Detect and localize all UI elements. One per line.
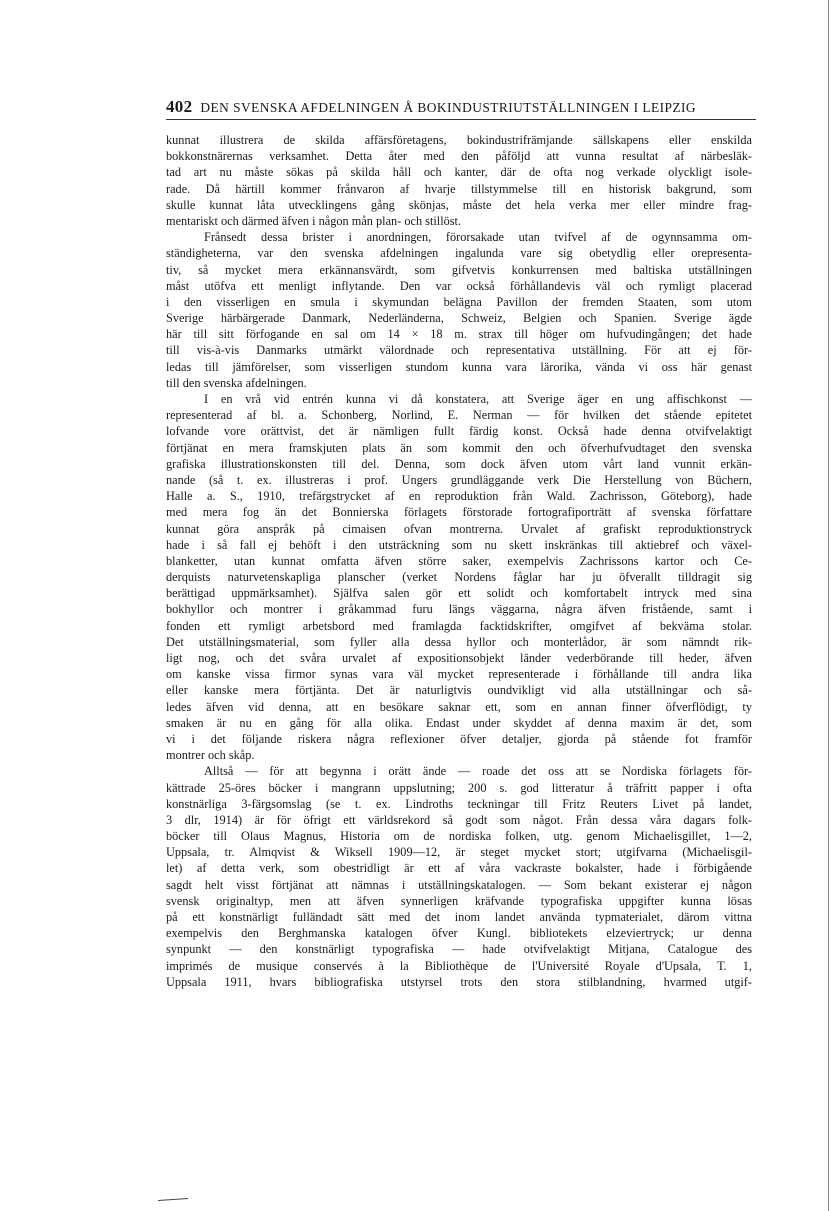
text-line: bokkonstnärernas verksamhet. Detta åter med den påföljd att vunna resultat af närbesläk- [166, 149, 752, 164]
text-line: lofvande vore orättvist, det är nämligen fullt färdig konst. Också hade denna otvifvelaktigt [166, 424, 752, 439]
text-line: ledes äfven vid denna, att en besökare saknar ett, som en annan finner öfverflödigt, ty [166, 699, 752, 714]
text-line: exempelvis den Berghmanska katalogen öfver Kungl. bibliotekets elzeviertryck; ur denna [166, 926, 752, 941]
page-number: 402 [166, 97, 193, 116]
text-line: I en vrå vid entrén kunna vi då konstatera, att Sverige äger en ung affischkonst — [204, 392, 752, 406]
text-line: kunnat illustrera de skilda affärsföretagens, bokindustrifrämjande sällskapens eller enskilda [166, 133, 752, 147]
text-line: bokhyllor och montrer i gråkammad furu längs väggarna, några äfven fristående, samt i [166, 602, 752, 617]
text-line: här till sitt förfogande en sal om 14 × 18 m. strax till höger om hufvudingången; det hade [166, 327, 752, 342]
text-line: mentariskt och därmed äfven i någon mån plan- och stillöst. [166, 213, 462, 228]
text-line: Uppsala, tr. Almqvist & Wiksell 1909—12, är steget mycket stort; utgifvarna (Michaelisgil- [166, 845, 752, 860]
text-line: kättrade 25-öres böcker i mangrann uppslutning; 200 s. god litteratur å träfritt papper i ofta [166, 780, 752, 795]
text-line: om kanske vissa firmor synas vara väl mycket representerade i förhållande till andra lika [166, 667, 752, 682]
text-line: montrer och skåp. [166, 748, 255, 763]
text-line: fonden ett rymligt arbetsbord med framlagda facktidskrifter, omgifvet af bekväma stolar. [166, 618, 752, 633]
text-line: skulle kunnat låta utvecklingens gång skönjas, måste det hela verka mer eller mindre frag- [166, 197, 752, 212]
text-line: nande (så t. ex. illustreras i prof. Ungers grundläggande verk Die Herstellung von Büchern, [166, 472, 752, 487]
text-line: let) af detta verk, som obestridligt är ett af våra vackraste bokalster, hade i förbigående [166, 861, 752, 876]
text-line: måst utöfva ett menligt inflytande. Den var också förhållandevis väl och rymligt placerad [166, 278, 752, 293]
body-text [166, 132, 752, 990]
text-line: Alltså — för att begynna i orätt ände — roade det oss att se Nordiska förlagets för- [204, 764, 752, 779]
text-line: i den visserligen en smula i skymundan belägna Pavillon der fremden Staaten, som utom [166, 294, 752, 309]
text-line: grafiska illustrationskonsten till del. Denna, som dock äfven utom vårt land vunnit erkän- [166, 456, 752, 471]
text-line: till vis-à-vis Danmarks utmärkt välordnade och representativa utställning. För att ej för- [166, 343, 752, 358]
text-line: Uppsala 1911, hvars bibliografiska utstyrsel trots den stora stilblandning, hvarmed utgif- [166, 974, 752, 989]
text-line: representerad af bl. a. Schonberg, Norlind, E. Nerman — för hvilken det stående epitetet [166, 408, 752, 423]
text-line: tad art nu måste sökas på skilda håll och kanter, där de ofta nog verkade olyckligt isole- [166, 165, 752, 180]
text-line: kunnat göra anspråk på cimaisen ofvan montrerna. Urvalet af grafiskt reproduktionstryck [166, 521, 752, 536]
page-edge-line [828, 0, 829, 1211]
text-line: Frånsedt dessa brister i anordningen, förorsakade utan tvifvel af de ogynnsamma om- [204, 230, 752, 245]
text-line: Det utställningsmaterial, som fyller alla dessa hyllor och monterlådor, är som nämndt rik- [166, 634, 752, 649]
text-line: derquists naturvetenskapliga planscher (verket Nordens fåglar har ju öfverallt tilldragit sig [166, 570, 752, 585]
text-line: ledas till jämförelser, som visserligen stundom kunna vara lärorika, vända vi oss här genast [166, 359, 752, 374]
text-line: Sverige härbärgerade Danmark, Nederländerna, Schweiz, Belgien och Spanien. Sverige ägde [166, 311, 752, 326]
text-line: med mera fog än det Bonnierska förlagets förstorade fortografiporträtt af svenska författare [166, 505, 752, 520]
text-line: ligt nog, och det svåra urvalet af expositionsobjekt länder vederbörande till heder, äfven [166, 651, 752, 665]
text-line: eller kanske mera förtjänta. Det är naturligtvis oundvikligt vid alla utställningar och så- [166, 683, 752, 698]
text-line: tiv, så mycket mera erkännansvärdt, som gifvetvis konkurrensen med baltiska utställningen [166, 262, 752, 277]
text-line: synpunkt — den konstnärligt typografiska — hade otvifvelaktigt Mitjana, Catalogue des [166, 942, 752, 957]
text-line: svensk originaltyp, men att äfven synnerligen kräfvande typografiska uppgifter kunna lösas [166, 893, 752, 908]
text-line: förtjänat en mera framskjuten plats än som kommit den och öfverhufvudtaget den svenska [166, 440, 752, 455]
text-line: rade. Då härtill kommer frånvaron af hvarje tillstymmelse till en historisk bakgrund, som [166, 181, 752, 196]
text-line: Halle a. S., 1910, trefärgstrycket af en reproduktion från Wald. Zachrisson, Göteborg), hade [166, 489, 752, 504]
text-line: sagdt helt visst förtjänat att nämnas i utställningskatalogen. — Som bekant existerar ej någon [166, 877, 752, 892]
text-line: hade i så fall ej behöft i den utsträckning som nu skett inskränkas till aktiebref och växel- [166, 537, 752, 552]
scan-artifact-line [158, 1198, 188, 1201]
text-line: på ett konstnärligt fulländadt sätt med det inom landet använda typmaterialet, därom vittna [166, 910, 752, 924]
text-line: imprimés de musique conservés à la Bibliothèque de l'Université Royale d'Upsala, T. 1, [166, 958, 752, 973]
text-line: till den svenska afdelningen. [166, 375, 307, 390]
text-line: konstnärliga 3-färgsomslag (se t. ex. Lindroths teckningar till Fritz Reuters Livet på landet, [166, 796, 752, 811]
page-header [166, 97, 756, 120]
text-line: vi i det följande riskera några reflexioner öfver detaljer, gjorda på stående fot framför [166, 731, 752, 746]
text-line: blanketter, utan kunnat omfatta äfven större saker, exempelvis Zachrissons kartor och Ce- [166, 553, 752, 568]
text-line: smaken är nu en gång för alla olika. Endast under skyddet af denna maxim är det, som [166, 715, 752, 730]
text-line: böcker till Olaus Magnus, Historia om de nordiska folken, utg. genom Michaelisgillet, 1—2, [166, 829, 752, 844]
text-line: berättigad uppmärksamhet). Själfva salen gör ett solidt och komfortabelt intryck med sina [166, 586, 752, 601]
text-line: ständigheterna, var den svenska afdelningen ingalunda vare sig obetydlig eller orepresenta- [166, 246, 752, 261]
text-line: 3 dlr, 1914) är för öfrigt ett världsrekord så godt som något. Från dessa våra dagars folk- [166, 812, 752, 827]
running-title: DEN SVENSKA AFDELNINGEN Å BOKINDUSTRIUTSTÄLLNINGEN I LEIPZIG [200, 100, 697, 115]
